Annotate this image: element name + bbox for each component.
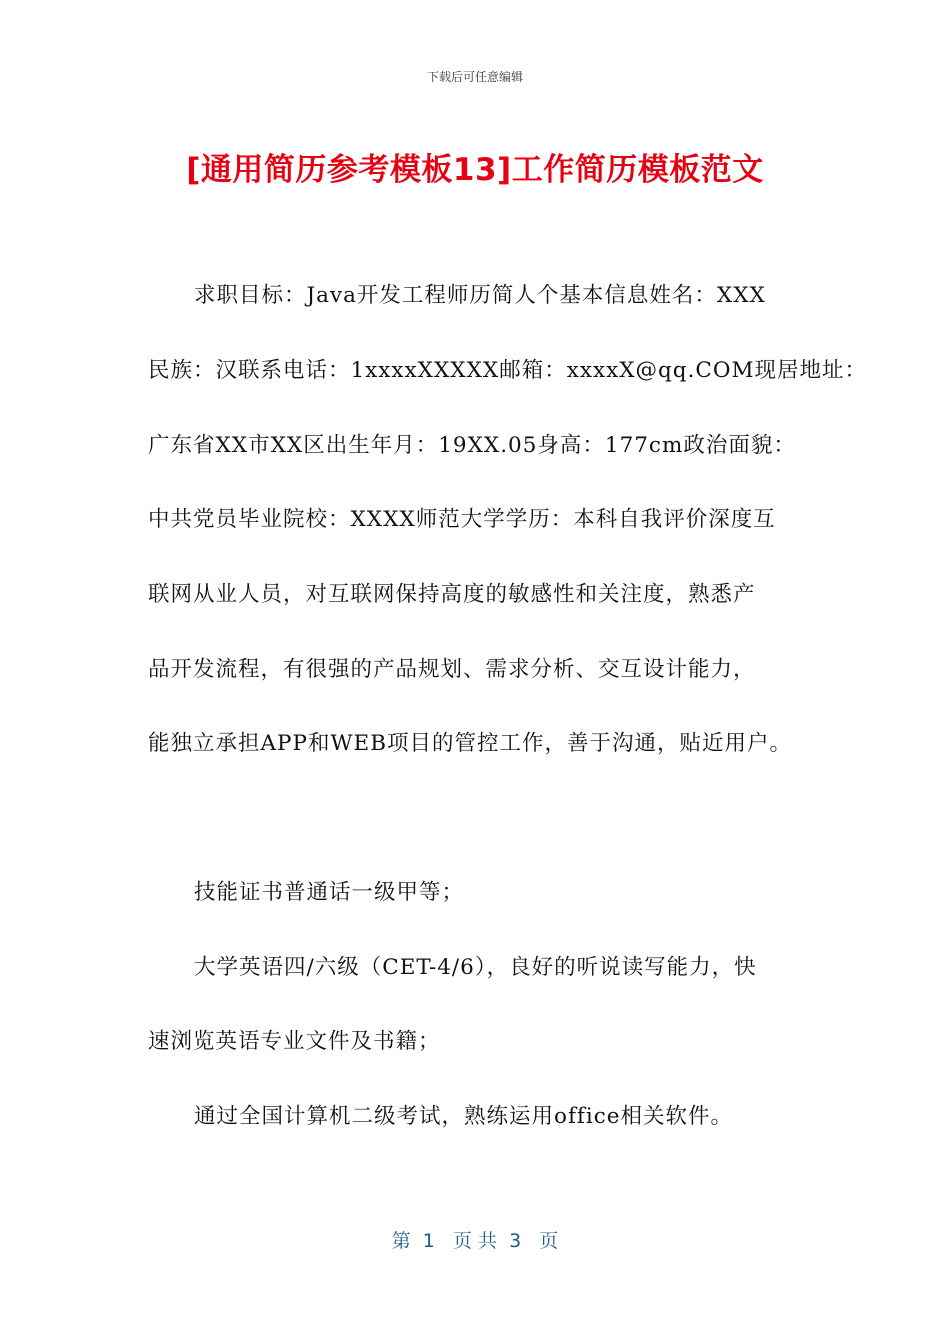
paragraph-line: 联网从业人员，对互联网保持高度的敏感性和关注度，熟悉产 bbox=[148, 582, 756, 607]
header-note: 下载后可任意编辑 bbox=[426, 70, 523, 84]
skills-line: 通过全国计算机二级考试，熟练运用office相关软件。 bbox=[194, 1104, 734, 1129]
paragraph-line: 能独立承担APP和WEB项目的管控工作，善于沟通，贴近用户。 bbox=[148, 731, 793, 756]
paragraph-line: 中共党员毕业院校：XXXX师范大学学历：本科自我评价深度互 bbox=[148, 507, 776, 532]
skills-line: 速浏览英语专业文件及书籍； bbox=[148, 1029, 441, 1054]
paragraph-line: 民族：汉联系电话：1xxxxXXXXX邮箱：xxxxX@qq.COM现居地址： bbox=[148, 358, 867, 383]
paragraph-line: 品开发流程，有很强的产品规划、需求分析、交互设计能力， bbox=[148, 657, 756, 682]
page-footer: 第 1 页 共 3 页 bbox=[391, 1230, 559, 1252]
document-title: [通用简历参考模板13]工作简历模板范文 bbox=[186, 152, 764, 188]
paragraph-line: 广东省XX市XX区出生年月：19XX.05身高：177cm政治面貌： bbox=[148, 433, 796, 458]
paragraph-line: 求职目标：Java开发工程师历简人个基本信息姓名：XXX bbox=[194, 283, 766, 308]
skills-line: 技能证书普通话一级甲等； bbox=[194, 880, 465, 905]
skills-line: 大学英语四/六级（CET-4/6），良好的听说读写能力，快 bbox=[194, 955, 757, 980]
